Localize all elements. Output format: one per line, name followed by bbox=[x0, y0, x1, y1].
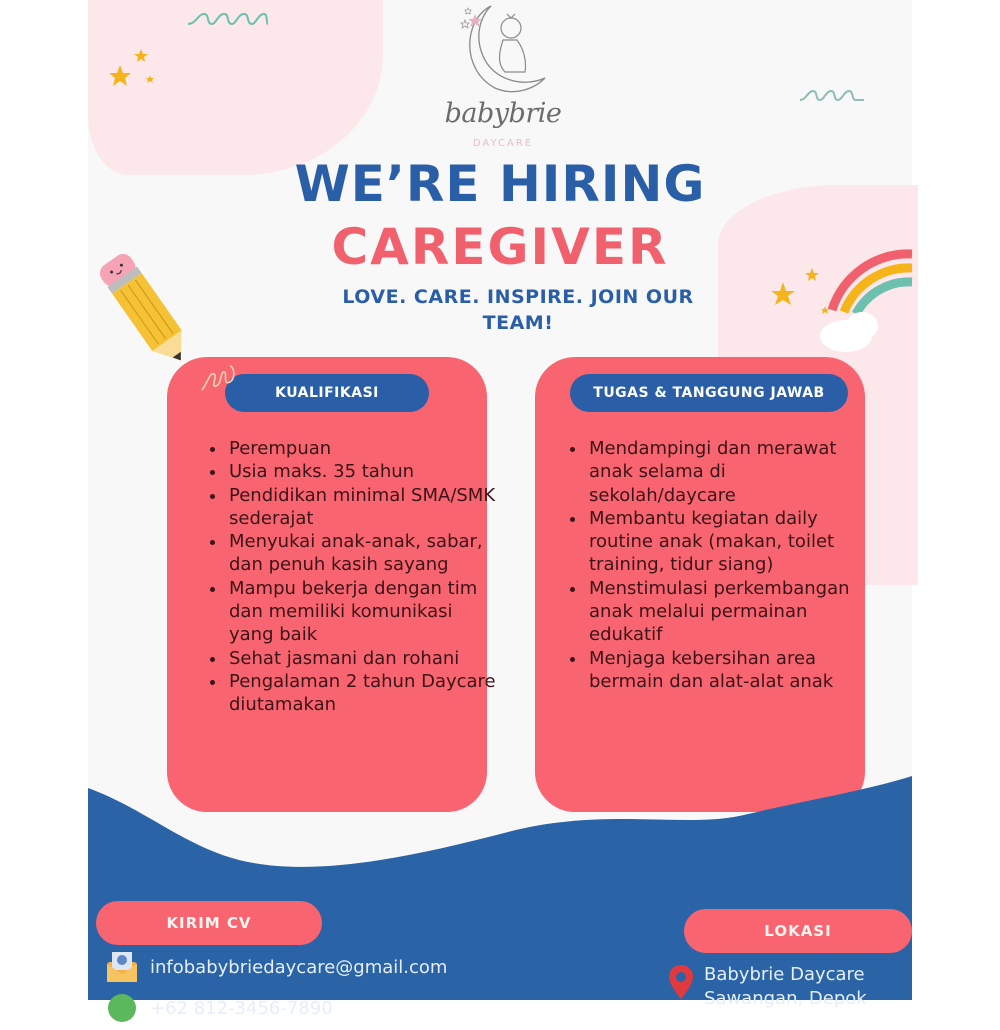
lokasi-label: LOKASI bbox=[684, 909, 912, 953]
list-item: • Menyukai anak-anak, sabar, dan penuh kasih sayang bbox=[227, 530, 497, 577]
kirim-cv-label: KIRIM CV bbox=[96, 901, 322, 945]
list-item: • Membantu kegiatan daily routine anak (makan, toilet training, tidur siang) bbox=[587, 507, 877, 577]
babybrie-logo bbox=[443, 0, 563, 155]
brand-name: babybrie bbox=[444, 98, 562, 129]
list-item: • Menstimulasi perkembangan anak melalui permainan edukatif bbox=[587, 577, 877, 647]
baby-on-moon-icon bbox=[443, 0, 563, 100]
responsibilities-title: TUGAS & TANGGUNG JAWAB bbox=[570, 374, 848, 412]
hiring-poster bbox=[88, 0, 912, 1019]
stars-icon bbox=[103, 45, 163, 95]
squiggle-decoration-right bbox=[798, 88, 866, 106]
list-item: • Sehat jasmani dan rohani bbox=[227, 647, 497, 670]
phone-number[interactable]: +62 812-3456-7890 bbox=[150, 997, 333, 1019]
qualifications-list bbox=[207, 437, 497, 717]
qualifications-title: KUALIFIKASI bbox=[225, 374, 429, 412]
responsibilities-card bbox=[535, 357, 865, 812]
list-item: • Mendampingi dan merawat anak selama di sekolah/daycare bbox=[587, 437, 877, 507]
headline-role: CAREGIVER bbox=[331, 218, 669, 276]
pencil-squiggle-decoration bbox=[200, 362, 240, 394]
brand-subtitle: DAYCARE bbox=[472, 138, 534, 149]
email-address[interactable]: infobabybriedaycare@gmail.com bbox=[150, 956, 448, 978]
location-row bbox=[668, 963, 867, 1011]
location-line2: Sawangan, Depok bbox=[704, 988, 867, 1009]
list-item: • Menjaga kebersihan area bermain dan alat-alat anak bbox=[587, 647, 877, 694]
envelope-icon bbox=[106, 950, 138, 984]
headline-hiring: WE’RE HIRING bbox=[294, 155, 706, 213]
phone-row bbox=[106, 991, 333, 1025]
list-item: • Mampu bekerja dengan tim dan memiliki komunikasi yang baik bbox=[227, 577, 497, 647]
location-address bbox=[704, 963, 867, 1011]
rainbow-icon bbox=[728, 240, 912, 360]
responsibilities-list bbox=[567, 437, 877, 693]
qualifications-card bbox=[167, 357, 496, 812]
squiggle-decoration-left bbox=[186, 10, 270, 30]
email-row bbox=[106, 950, 447, 984]
location-line1: Babybrie Daycare bbox=[704, 964, 865, 985]
list-item: • Pengalaman 2 tahun Daycare diutamakan bbox=[227, 670, 497, 717]
list-item: • Usia maks. 35 tahun bbox=[227, 460, 497, 483]
whatsapp-icon bbox=[106, 991, 138, 1025]
tagline: LOVE. CARE. INSPIRE. JOIN OUR TEAM! bbox=[342, 286, 694, 334]
map-pin-icon bbox=[668, 963, 694, 1003]
list-item: • Perempuan bbox=[227, 437, 497, 460]
list-item: • Pendidikan minimal SMA/SMK sederajat bbox=[227, 484, 497, 531]
